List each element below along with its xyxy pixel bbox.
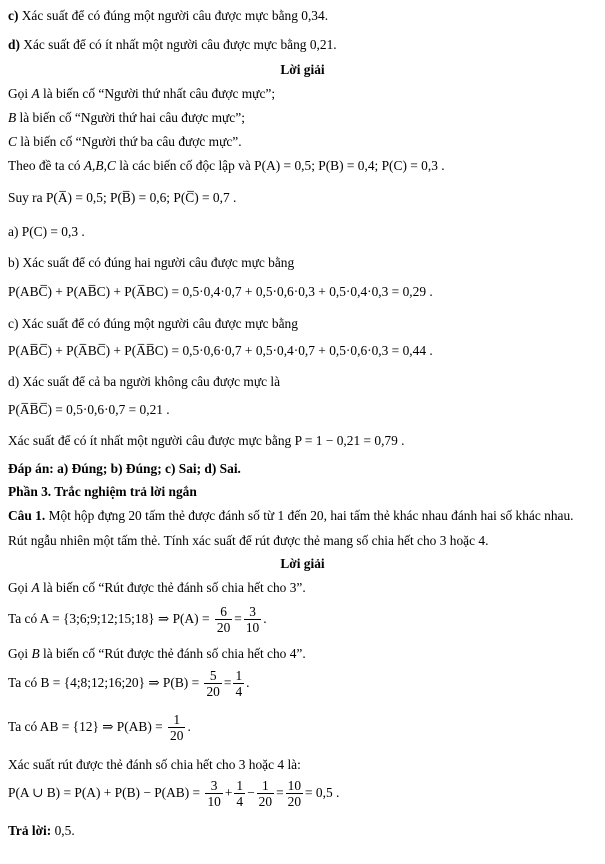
- fraction: $\frac{1}{20}$: [258, 778, 273, 810]
- math-expression: P = 1 − 0,21 = 0,79 .: [294, 433, 405, 448]
- def-b: B là biến cố “Người thứ hai câu được mực”;: [8, 110, 245, 125]
- fraction: $\frac{3}{10}$: [245, 604, 260, 636]
- fraction: $\frac{5}{20}$: [206, 668, 220, 700]
- math-expression: P(A̅) = 0,5; P(B̅) = 0,6; P(C̅) = 0,7 .: [45, 190, 237, 205]
- set-b-line: Ta có B = {4;8;12;16;20} ⇒ P(B) = $\frac{5}{20}$ = $\frac{1}{4}$ .: [8, 668, 250, 700]
- answer-d-expr: P(A̅B̅C̅) = 0,5·0,6·0,7 = 0,21 .: [8, 402, 170, 417]
- def-a: Gọi A là biến cố “Rút được thẻ đánh số chia hết cho 3”.: [8, 580, 306, 595]
- answer-a: a) P(C) = 0,3 .: [8, 224, 85, 239]
- independence-line: Theo đề ta có A,B,C là các biến cố độc lập và P(A) = 0,5; P(B) = 0,4; P(C) = 0,3 .: [8, 158, 445, 173]
- math-expression: P(C) = 0,3 .: [21, 224, 85, 239]
- item-text: Xác suất để có ít nhất một người câu được mực bằng 0,21.: [23, 37, 337, 52]
- fraction: $\frac{6}{20}$: [216, 604, 231, 636]
- union-text: Xác suất rút được thẻ đánh số chia hết cho 3 hoặc 4 là:: [8, 757, 301, 772]
- item-text: Xác suất để có đúng một người câu được mực bằng 0,34.: [21, 8, 329, 23]
- def-b: Gọi B là biến cố “Rút được thẻ đánh số chia hết cho 4”.: [8, 646, 306, 661]
- answer-c-expr: P(AB̅C̅) + P(A̅BC̅) + P(A̅B̅C) = 0,5·0,6·0,7 + 0,5·0,4·0,7 + 0,5·0,6·0,3 = 0,44 .: [8, 343, 433, 358]
- def-a: Gọi A là biến cố “Người thứ nhất câu được mực”;: [8, 86, 276, 101]
- item-label: d): [8, 37, 20, 52]
- fraction: $\frac{3}{10}$: [207, 778, 221, 810]
- math-expression: P(A) = 0,5; P(B) = 0,4; P(C) = 0,3 .: [254, 158, 445, 173]
- item-c: [8, 8, 601, 24]
- item-label: c): [8, 8, 19, 23]
- fraction: $\frac{10}{20}$: [287, 778, 302, 810]
- complements-line: Suy ra P(A̅) = 0,5; P(B̅) = 0,6; P(C̅) = 0,7 .: [8, 190, 237, 205]
- at-least-line: Xác suất để có ít nhất một người câu được mực bằng P = 1 − 0,21 = 0,79 .: [8, 433, 405, 448]
- part-title: Phần 3. Trắc nghiệm trả lời ngắn: [8, 484, 197, 499]
- answer-summary: Đáp án: a) Đúng; b) Đúng; c) Sai; d) Sai.: [8, 461, 241, 476]
- item-d: [8, 37, 601, 53]
- answer-d-text: d) Xác suất để cả ba người không câu được mực là: [8, 374, 281, 389]
- question-1-line-1: Câu 1. Một hộp đựng 20 tấm thẻ được đánh số từ 1 đến 20, hai tấm thẻ khác nhau đánh hai số khác nhau.: [8, 508, 574, 523]
- answer-b-expr: P(ABC̅) + P(AB̅C) + P(A̅BC) = 0,5·0,4·0,7 + 0,5·0,6·0,3 + 0,5·0,4·0,3 = 0,29 .: [8, 284, 433, 299]
- def-c: C là biến cố “Người thứ ba câu được mực”.: [8, 134, 242, 149]
- union-line: P(A ∪ B) = P(A) + P(B) − P(AB) = $\frac{3}{10}$ + $\frac{1}{4}$ − $\frac{1}{20}$ = $\frac{10}{20}$ = 0,5 .: [8, 778, 340, 810]
- answer-c-text: c) Xác suất để có đúng một người câu được mực bằng: [8, 316, 298, 331]
- solution-heading: Lời giải: [280, 556, 325, 571]
- final-answer: Trả lời: 0,5.: [8, 823, 75, 838]
- fraction: $\frac{1}{4}$: [236, 778, 244, 810]
- fraction: $\frac{1}{20}$: [170, 712, 184, 744]
- solution-heading: Lời giải: [280, 62, 325, 77]
- answer-b-text: b) Xác suất để có đúng hai người câu được mực bằng: [8, 255, 295, 270]
- fraction: $\frac{1}{4}$: [235, 668, 243, 700]
- question-1-line-2: Rút ngẫu nhiên một tấm thẻ. Tính xác suất để rút được thẻ mang số chia hết cho 3 hoặc 4.: [8, 533, 489, 548]
- set-ab-line: Ta có AB = {12} ⇒ P(AB) = $\frac{1}{20}$ .: [8, 712, 191, 744]
- set-a-line: Ta có A = {3;6;9;12;15;18} ⇒ P(A) = $\frac{6}{20}$ = $\frac{3}{10}$ .: [8, 604, 267, 636]
